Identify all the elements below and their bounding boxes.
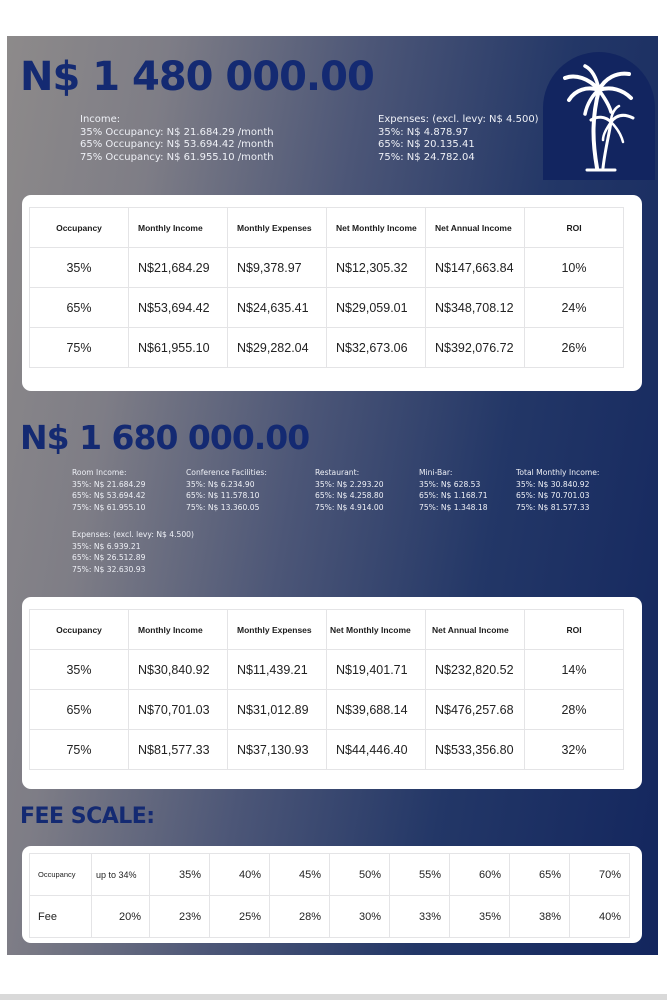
table-cell: 24% xyxy=(525,288,624,328)
income-line: 35% Occupancy: N$ 21.684.29 /month xyxy=(80,126,274,138)
table-cell: N$70,701.03 xyxy=(129,690,228,730)
breakdown-line: 75%: N$ 4.914.00 xyxy=(315,502,384,512)
expenses-summary-1 xyxy=(378,114,539,164)
table-cell: 65% xyxy=(30,690,129,730)
fee-scale-card xyxy=(22,846,642,943)
column-header: ROI xyxy=(525,208,624,248)
table-cell: 70% xyxy=(570,854,630,896)
table-cell: N$53,694.42 xyxy=(129,288,228,328)
breakdown-heading: Room Income: xyxy=(72,468,127,477)
column-header: ROI xyxy=(525,610,624,650)
table-cell: 35% xyxy=(150,854,210,896)
table-cell: N$533,356.80 xyxy=(426,730,525,770)
table-row xyxy=(30,650,624,690)
roi-table-card-2 xyxy=(22,597,642,789)
table-cell: 40% xyxy=(570,896,630,938)
table-cell: N$32,673.06 xyxy=(327,328,426,368)
table-cell: 35% xyxy=(30,650,129,690)
table-cell: 55% xyxy=(390,854,450,896)
table-cell: Fee xyxy=(30,896,92,938)
table-cell: N$24,635.41 xyxy=(228,288,327,328)
table-cell: N$348,708.12 xyxy=(426,288,525,328)
table-cell: 60% xyxy=(450,854,510,896)
breakdown-conference xyxy=(186,467,267,513)
column-header: Monthly Expenses xyxy=(228,610,327,650)
table-cell: Occupancy xyxy=(30,854,92,896)
column-header: Net Monthly Income xyxy=(327,610,426,650)
roi-table-card-1 xyxy=(22,195,642,391)
breakdown-line: 75%: N$ 81.577.33 xyxy=(516,502,590,512)
expenses-heading: Expenses: (excl. levy: N$ 4.500) xyxy=(72,530,194,539)
breakdown-total-income xyxy=(516,467,599,513)
table-cell: N$61,955.10 xyxy=(129,328,228,368)
table-cell: 20% xyxy=(92,896,150,938)
column-header: Net Annual Income xyxy=(426,610,525,650)
fee-scale-table xyxy=(29,853,630,938)
table-cell: 35% xyxy=(30,248,129,288)
table-cell: 75% xyxy=(30,328,129,368)
table-header-row xyxy=(30,208,624,248)
table-cell: 23% xyxy=(150,896,210,938)
expenses-line: 35%: N$ 6.939.21 xyxy=(72,541,141,551)
breakdown-line: 35%: N$ 30.840.92 xyxy=(516,479,590,489)
table-cell: 28% xyxy=(270,896,330,938)
table-cell: N$21,684.29 xyxy=(129,248,228,288)
table-cell: 25% xyxy=(210,896,270,938)
expenses-heading: Expenses: (excl. levy: N$ 4.500) xyxy=(378,114,539,125)
table-cell: N$29,059.01 xyxy=(327,288,426,328)
column-header: Monthly Income xyxy=(129,610,228,650)
table-cell: 75% xyxy=(30,730,129,770)
fee-scale-fee-row xyxy=(30,896,630,938)
table-header-row xyxy=(30,610,624,650)
table-cell: 14% xyxy=(525,650,624,690)
table-cell: 32% xyxy=(525,730,624,770)
table-cell: 30% xyxy=(330,896,390,938)
table-row xyxy=(30,690,624,730)
table-cell: N$30,840.92 xyxy=(129,650,228,690)
fee-scale-title: FEE SCALE: xyxy=(20,804,155,829)
breakdown-heading: Restaurant: xyxy=(315,468,360,477)
breakdown-line: 65%: N$ 1.168.71 xyxy=(419,491,488,500)
breakdown-line: 65%: N$ 4.258.80 xyxy=(315,491,384,500)
breakdown-line: 35%: N$ 628.53 xyxy=(419,479,481,489)
table-cell: N$9,378.97 xyxy=(228,248,327,288)
page-edge xyxy=(0,994,667,1000)
table-cell: 33% xyxy=(390,896,450,938)
table-cell: N$31,012.89 xyxy=(228,690,327,730)
table-row xyxy=(30,288,624,328)
table-cell: N$392,076.72 xyxy=(426,328,525,368)
logo-badge xyxy=(543,52,655,180)
table-cell: 40% xyxy=(210,854,270,896)
breakdown-heading: Total Monthly Income: xyxy=(516,468,600,477)
table-cell: N$39,688.14 xyxy=(327,690,426,730)
table-cell: N$147,663.84 xyxy=(426,248,525,288)
income-heading: Income: xyxy=(80,114,121,125)
income-summary-1 xyxy=(80,114,274,164)
table-row xyxy=(30,328,624,368)
price-heading-1: N$ 1 480 000.00 xyxy=(20,54,374,100)
table-cell: 10% xyxy=(525,248,624,288)
table-cell: up to 34% xyxy=(92,854,150,896)
price-heading-2: N$ 1 680 000.00 xyxy=(20,418,310,457)
table-cell: 65% xyxy=(30,288,129,328)
expenses-line: 75%: N$ 24.782.04 xyxy=(378,151,475,163)
column-header: Occupancy xyxy=(30,610,129,650)
table-cell: 45% xyxy=(270,854,330,896)
breakdown-room-income xyxy=(72,467,145,513)
table-cell: N$29,282.04 xyxy=(228,328,327,368)
table-cell: N$44,446.40 xyxy=(327,730,426,770)
table-cell: 26% xyxy=(525,328,624,368)
table-row xyxy=(30,248,624,288)
palm-tree-icon xyxy=(553,60,645,175)
table-cell: 65% xyxy=(510,854,570,896)
expenses-line: 65%: N$ 20.135.41 xyxy=(378,139,475,150)
column-header: Net Annual Income xyxy=(426,208,525,248)
table-cell: N$232,820.52 xyxy=(426,650,525,690)
column-header: Monthly Expenses xyxy=(228,208,327,248)
expenses-line: 75%: N$ 32.630.93 xyxy=(72,564,146,574)
fee-scale-occupancy-row xyxy=(30,854,630,896)
breakdown-line: 65%: N$ 11.578.10 xyxy=(186,491,260,500)
table-row xyxy=(30,730,624,770)
table-cell: 38% xyxy=(510,896,570,938)
expenses-line: 35%: N$ 4.878.97 xyxy=(378,126,469,138)
expenses-line: 65%: N$ 26.512.89 xyxy=(72,553,146,562)
table-cell: 50% xyxy=(330,854,390,896)
breakdown-line: 75%: N$ 13.360.05 xyxy=(186,502,260,512)
breakdown-line: 35%: N$ 21.684.29 xyxy=(72,479,146,489)
column-header: Monthly Income xyxy=(129,208,228,248)
breakdown-line: 35%: N$ 6.234.90 xyxy=(186,479,255,489)
breakdown-line: 75%: N$ 1.348.18 xyxy=(419,502,488,512)
table-cell: N$19,401.71 xyxy=(327,650,426,690)
breakdown-line: 35%: N$ 2.293.20 xyxy=(315,479,384,489)
breakdown-restaurant xyxy=(315,467,384,513)
table-cell: N$11,439.21 xyxy=(228,650,327,690)
breakdown-heading: Conference Facilities: xyxy=(186,468,267,477)
breakdown-line: 65%: N$ 53.694.42 xyxy=(72,491,146,500)
table-cell: 35% xyxy=(450,896,510,938)
table-cell: N$81,577.33 xyxy=(129,730,228,770)
breakdown-minibar xyxy=(419,467,488,513)
income-line: 65% Occupancy: N$ 53.694.42 /month xyxy=(80,139,274,150)
column-header: Occupancy xyxy=(30,208,129,248)
column-header: Net Monthly Income xyxy=(327,208,426,248)
table-cell: 28% xyxy=(525,690,624,730)
roi-table-1 xyxy=(29,207,624,368)
table-cell: N$12,305.32 xyxy=(327,248,426,288)
table-cell: N$37,130.93 xyxy=(228,730,327,770)
breakdown-heading: Mini-Bar: xyxy=(419,468,453,477)
income-line: 75% Occupancy: N$ 61.955.10 /month xyxy=(80,151,274,163)
breakdown-line: 75%: N$ 61.955.10 xyxy=(72,502,146,512)
breakdown-line: 65%: N$ 70.701.03 xyxy=(516,491,590,500)
expenses-summary-2 xyxy=(72,529,194,575)
table-cell: N$476,257.68 xyxy=(426,690,525,730)
roi-table-2 xyxy=(29,609,624,770)
